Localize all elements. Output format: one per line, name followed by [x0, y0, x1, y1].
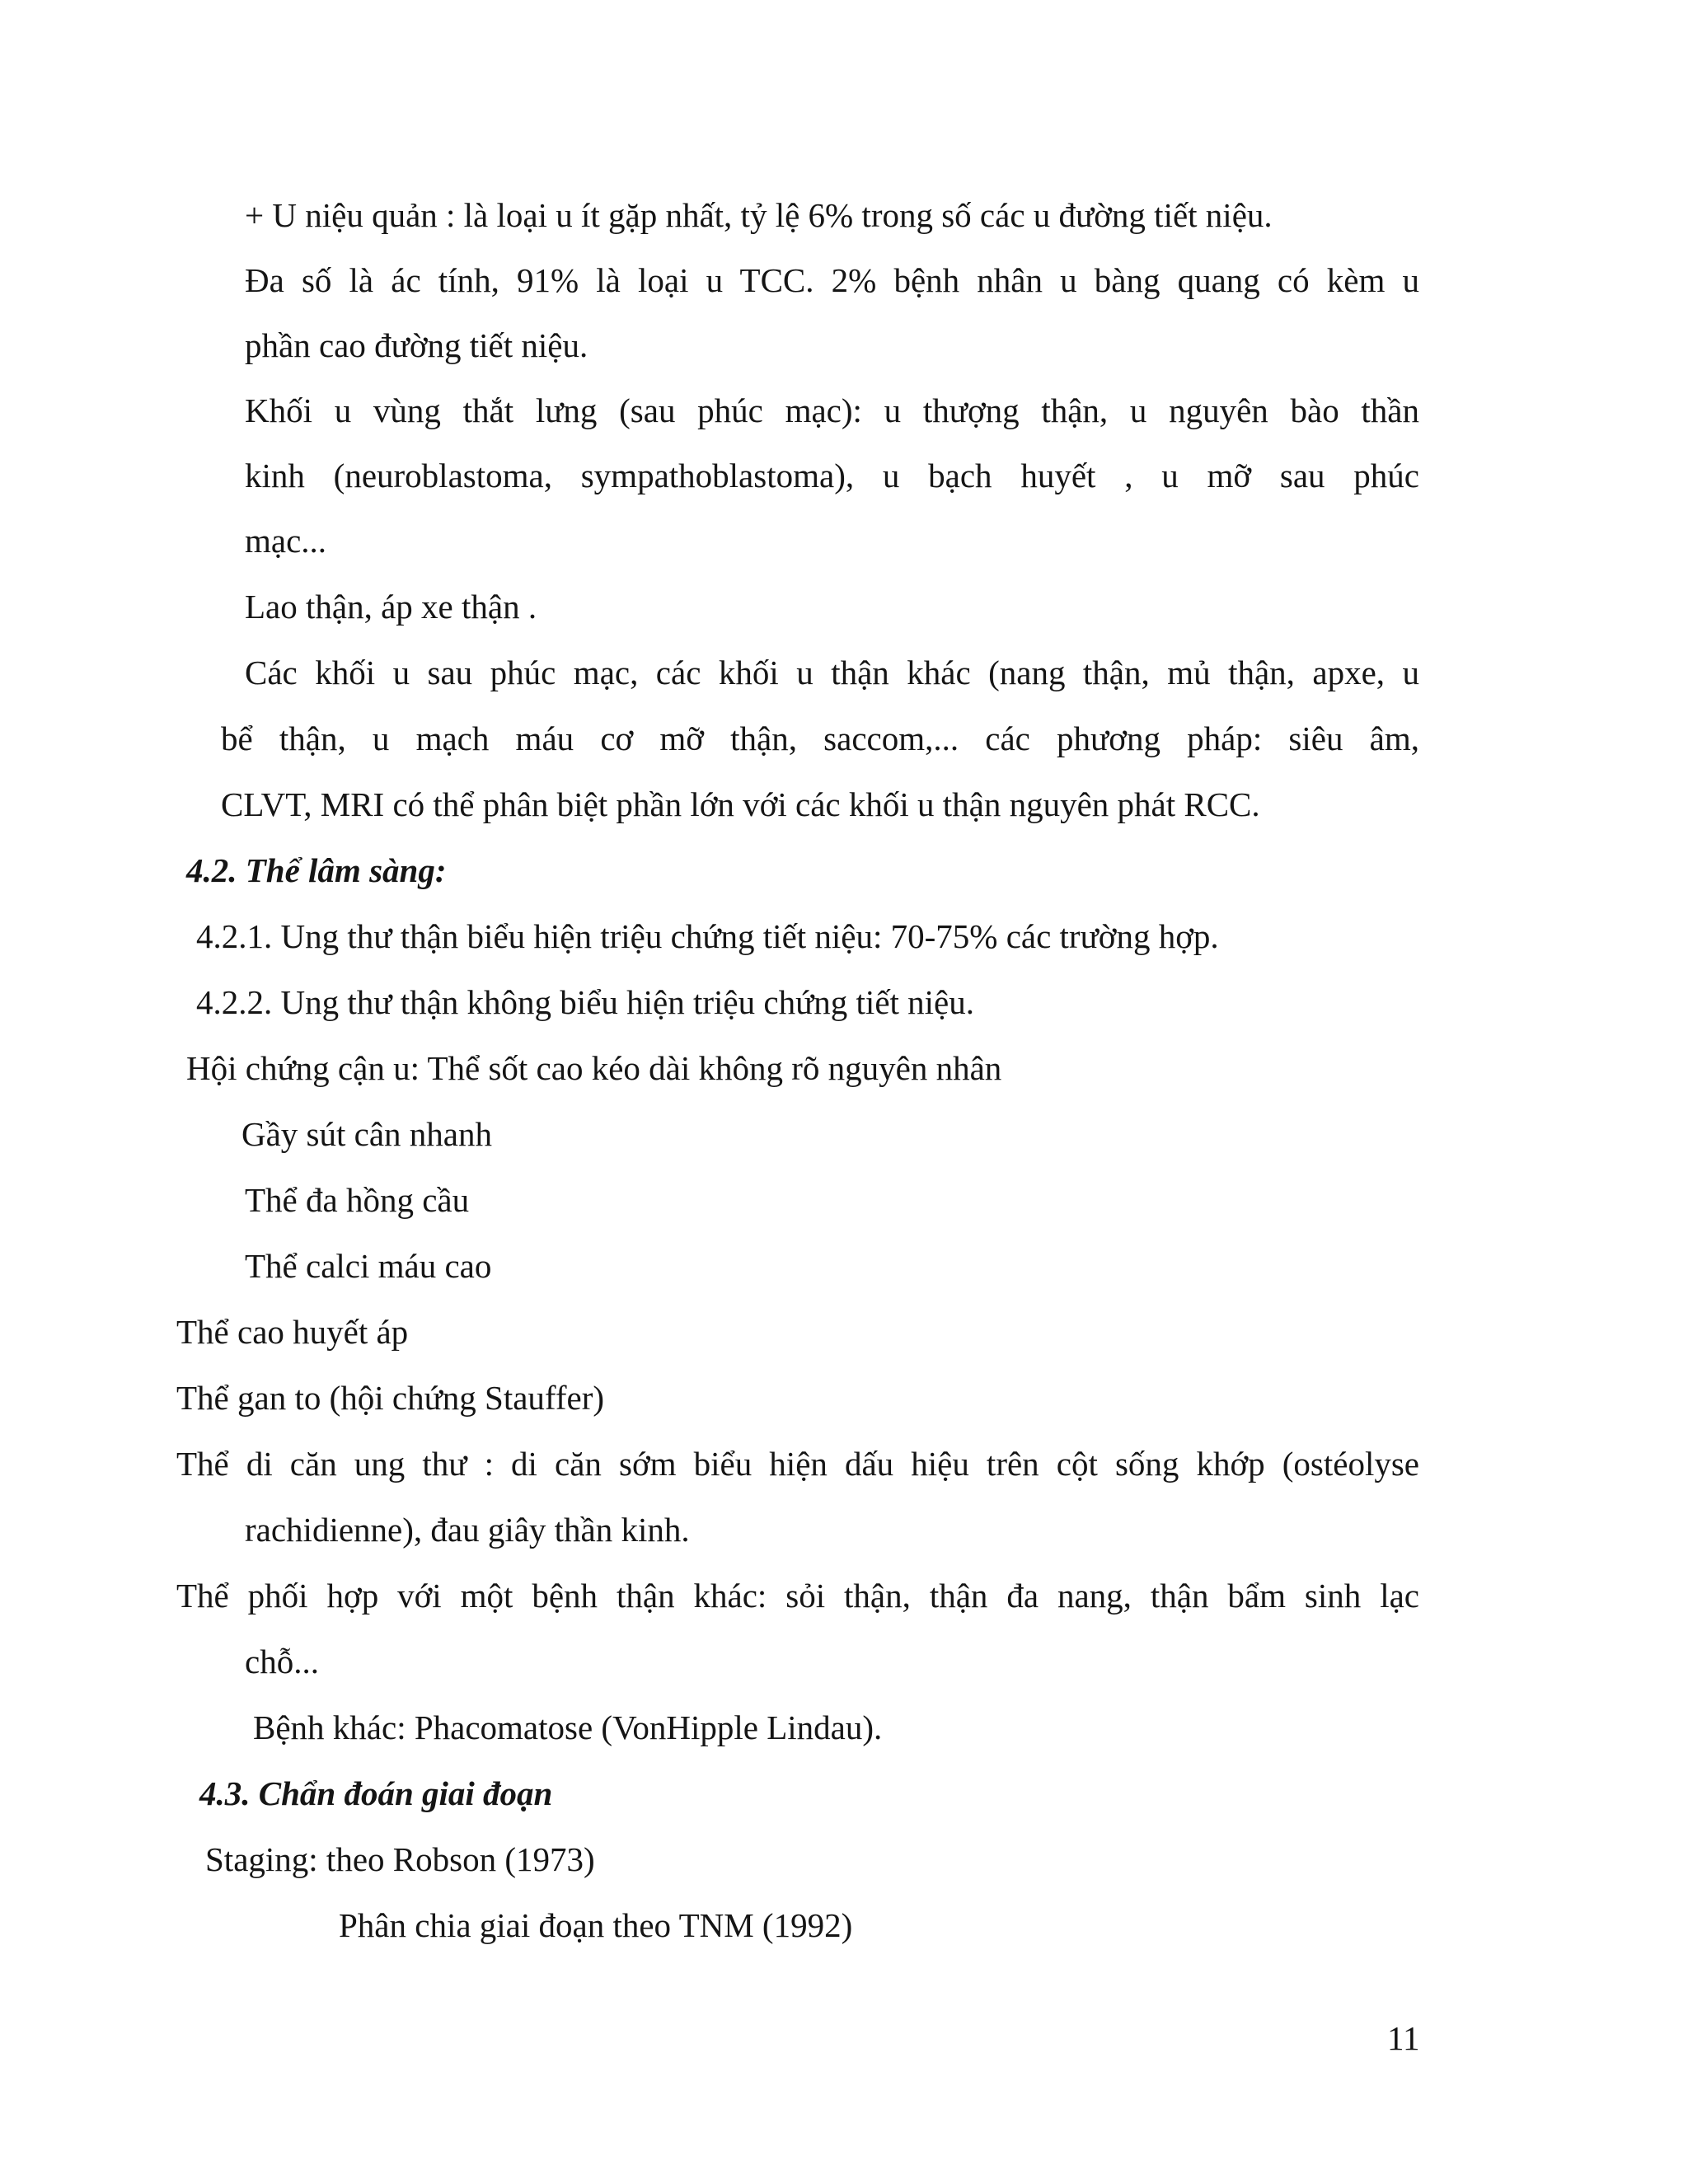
list-item: chỗ... — [245, 1643, 319, 1680]
paragraph-line: Khối u vùng thắt lưng (sau phúc mạc): u thượng thận, u nguyên bào thần — [245, 391, 1419, 429]
paragraph-line: bể thận, u mạch máu cơ mỡ thận, saccom,... các phương pháp: siêu âm, — [221, 719, 1419, 757]
paragraph-line: + U niệu quản : là loại u ít gặp nhất, tỷ lệ 6% trong số các u đường tiết niệu. — [245, 196, 1273, 234]
list-item: Gầy sút cân nhanh — [241, 1115, 492, 1153]
paragraph-line: Các khối u sau phúc mạc, các khối u thận khác (nang thận, mủ thận, apxe, u — [245, 654, 1419, 691]
list-item: 4.2.1. Ung thư thận biểu hiện triệu chứng tiết niệu: 70-75% các trường hợp. — [196, 917, 1219, 955]
list-item: Thể di căn ung thư : di căn sớm biểu hiện dấu hiệu trên cột sống khớp (ostéolyse — [176, 1445, 1419, 1483]
page-number: 11 — [1387, 2019, 1420, 2057]
list-item: Thể cao huyết áp — [176, 1313, 409, 1351]
list-item: Thể đa hồng cầu — [245, 1181, 470, 1219]
list-item: Staging: theo Robson (1973) — [205, 1840, 595, 1878]
section-heading: 4.3. Chẩn đoán giai đoạn — [199, 1774, 553, 1812]
paragraph-line: CLVT, MRI có thể phân biệt phần lớn với các khối u thận nguyên phát RCC. — [221, 785, 1260, 823]
list-item: Thể gan to (hội chứng Stauffer) — [176, 1379, 605, 1417]
list-item: Thể calci máu cao — [245, 1247, 492, 1285]
list-item: rachidienne), đau giây thần kinh. — [245, 1511, 690, 1549]
paragraph-line: Lao thận, áp xe thận . — [245, 588, 537, 626]
paragraph-line: kinh (neuroblastoma, sympathoblastoma), u bạch huyết , u mỡ sau phúc — [245, 457, 1419, 494]
paragraph-line: Đa số là ác tính, 91% là loại u TCC. 2% bệnh nhân u bàng quang có kèm u — [245, 261, 1419, 299]
list-item: Thể phối hợp với một bệnh thận khác: sỏi thận, thận đa nang, thận bẩm sinh lạc — [176, 1577, 1419, 1615]
paragraph-line: mạc... — [245, 522, 327, 560]
paragraph-line: phần cao đường tiết niệu. — [245, 326, 588, 364]
list-item: Phân chia giai đoạn theo TNM (1992) — [339, 1906, 853, 1944]
list-item: 4.2.2. Ung thư thận không biểu hiện triệu chứng tiết niệu. — [196, 983, 975, 1021]
list-item: Hội chứng cận u: Thể sốt cao kéo dài không rõ nguyên nhân — [186, 1049, 1002, 1087]
list-item: Bệnh khác: Phacomatose (VonHipple Lindau). — [253, 1708, 883, 1746]
section-heading: 4.2. Thể lâm sàng: — [186, 851, 447, 889]
